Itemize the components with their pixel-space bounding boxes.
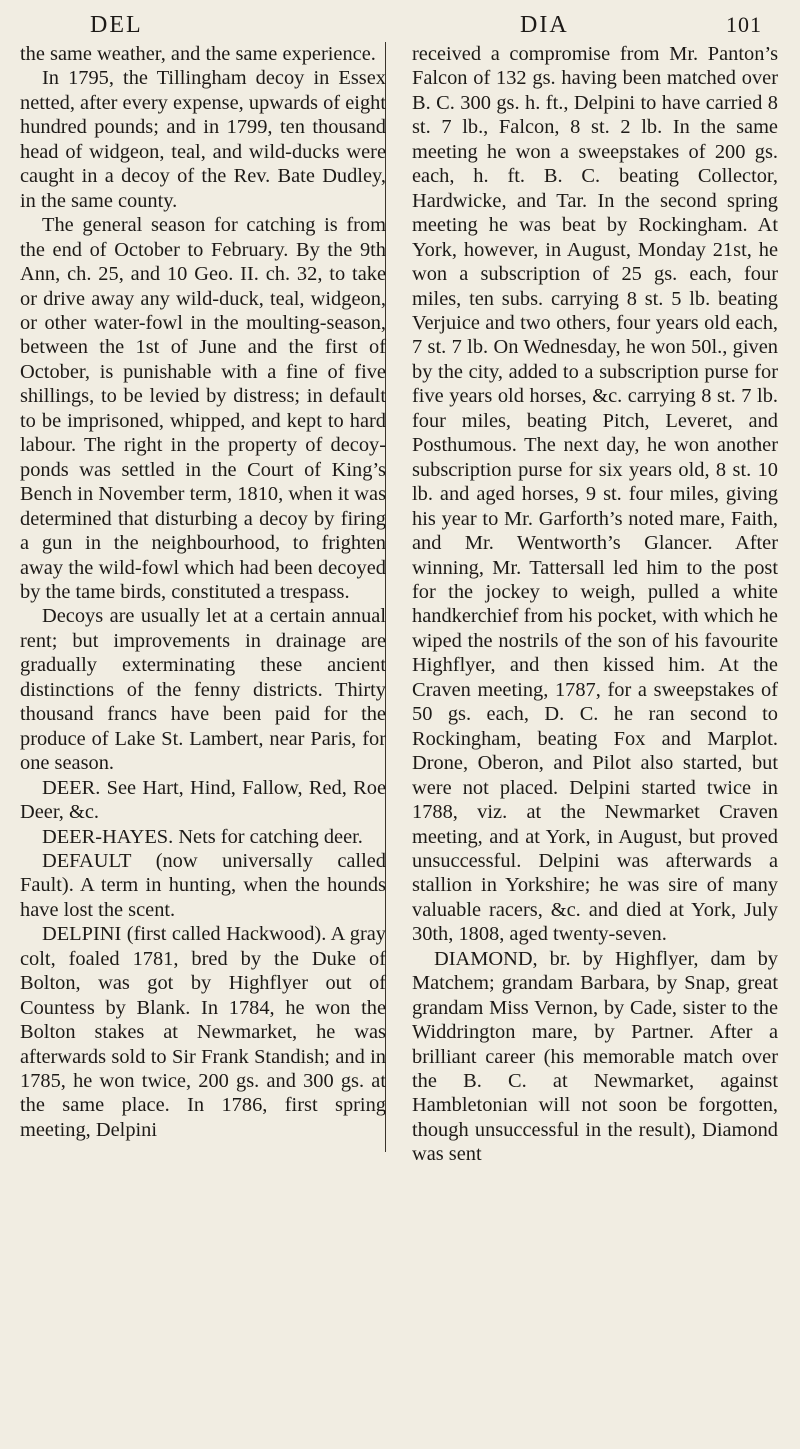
running-head [20, 12, 778, 42]
right-running-title: DIA [520, 12, 569, 38]
paragraph: Decoys are usually let at a certain annual rent; but improvements in drainage are gradually exterminating these ancient distinctions of the fenny districts. Thirty thousand francs have been paid for the produce of Lake St. Lambert, near Paris, for one season. [20, 605, 386, 775]
entry-diamond: DIAMOND, br. by Highflyer, dam by Matchem; grandam Barbara, by Snap, great grandam Miss Vernon, by Cade, sister to the Widdrington mare, by Partner. After a brilliant career (his memorable match over the B. C. at Newmarket, against Hambletonian will not soon be forgotten, though unsuccessful in the result), Diamond was sent [412, 947, 778, 1166]
entry-delpini: DELPINI (first called Hackwood). A gray colt, foaled 1781, bred by the Duke of Bolton, was got by Highflyer out of Countess by Blank. In 1784, he won the Bolton stakes at Newmarket, he was afterwards sold to Sir Frank Standish; and in 1785, he won twice, 200 gs. and 300 gs. at the same place. In 1786, first spring meeting, Delpini [20, 923, 386, 1141]
page-number: 101 [726, 12, 762, 37]
entry-deer: DEER. See Hart, Hind, Fallow, Red, Roe Deer, &c. [20, 776, 386, 824]
right-column [412, 42, 778, 1167]
entry-deer-hayes: DEER-HAYES. Nets for catching deer. [42, 825, 363, 848]
paragraph: The general season for catching is from the end of October to February. By the 9th Ann, ch. 25, and 10 Geo. II. ch. 32, to take or drive away any wild-duck, teal, widgeon, or other water-fowl in the moulting-season, between the 1st of June and the first of October, is punishable with a fine of five shillings, to be levied by distress; in default to be imprisoned, whipped, and kept to hard labour. The right in the property of decoy-ponds was settled in the Court of King’s Bench in November term, 1810, when it was determined that disturbing a decoy by firing a gun in the neighbourhood, to frighten away the wild-fowl which had been decoyed by the tame birds, constituted a trespass. [20, 214, 386, 603]
paragraph: In 1795, the Tillingham decoy in Essex netted, after every expense, upwards of eight hundred pounds; and in 1799, ten thousand head of widgeon, teal, and wild-ducks were caught in a decoy of the Rev. Bate Dudley, in the same county. [20, 67, 386, 212]
paragraph: the same weather, and the same experience. [20, 43, 376, 65]
left-column [20, 42, 386, 1167]
left-running-title: DEL [90, 12, 143, 38]
entry-default: DEFAULT (now universally called Fault). A term in hunting, when the hounds have lost the scent. [20, 849, 386, 921]
paragraph: received a compromise from Mr. Panton’s Falcon of 132 gs. having been matched over B. C. 300 gs. h. ft., Delpini to have carried 8 st. 7 lb., Falcon, 8 st. 2 lb. In the same meeting he won a sweepstakes of 200 gs. each, h. ft. B. C. beating Collector, Hardwicke, and Tar. In the second spring meeting he was beat by Rockingham. At York, however, in August, Monday 21st, he won a subscription of 25 gs. each, four miles, ten subs. carrying 8 st. 5 lb. beating Verjuice and two others, four years old each, 7 st. 7 lb. On Wednesday, he won 50l., given by the city, added to a subscription purse for five years old horses, &c. carrying 8 st. 7 lb. four miles, beating Pitch, Leveret, and Posthumous. The next day, he won another subscription purse for six years old, 8 st. 10 lb. and aged horses, 9 st. four miles, giving his year to Mr. Garforth’s noted mare, Faith, and Mr. Wentworth’s Glancer. After winning, Mr. Tattersall led him to the post for the jockey to weigh, pulled a white handkerchief from his pocket, with which he wiped the nostrils of the son of his favourite Highflyer, and then kissed him. At the Craven meeting, 1787, for a sweepstakes of 50 gs. each, D. C. he ran second to Rockingham, beating Fox and Marplot. Drone, Oberon, and Pilot also started, but were not placed. Delpini started twice in 1788, viz. at the Newmarket Craven meeting, and at York, in August, but proved unsuccessful. Delpini was afterwards a stallion in Yorkshire; he was sire of many valuable racers, &c. and died at York, July 30th, 1808, aged twenty-seven. [412, 43, 778, 946]
text-columns [20, 42, 778, 1167]
